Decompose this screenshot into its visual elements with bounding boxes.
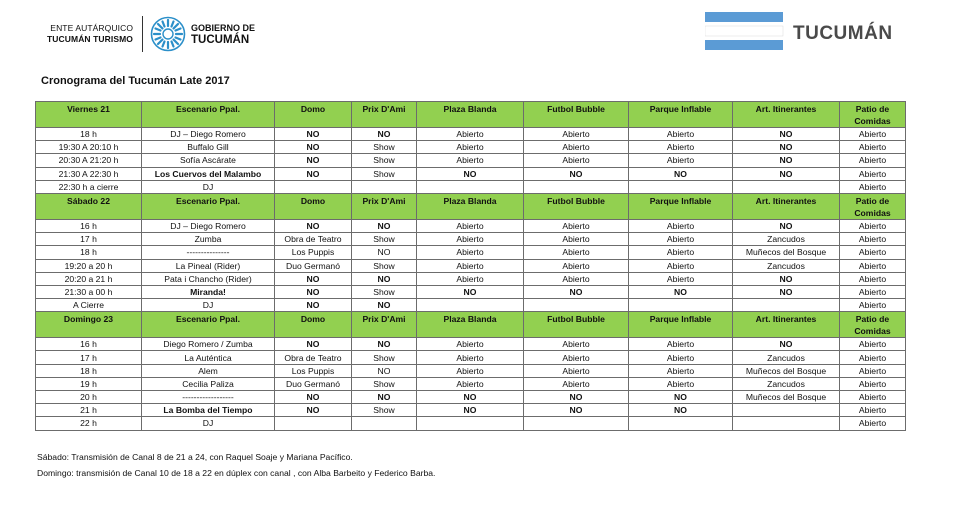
time-cell: 19:30 A 20:10 h [36,141,142,154]
table-cell: Abierto [629,272,733,285]
table-cell: Diego Romero / Zumba [142,338,275,351]
table-cell: DJ [142,299,275,312]
day-header-row [36,312,906,338]
table-cell: NO [629,285,733,298]
table-cell: NO [524,167,629,180]
column-header: Parque Inflable [629,312,733,338]
day-label: Viernes 21 [36,102,142,128]
table-cell: NO [275,338,352,351]
table-cell [733,180,840,193]
table-cell: Zancudos [733,377,840,390]
table-cell: Buffalo Gill [142,141,275,154]
table-cell: Abierto [417,272,524,285]
column-header: Prix D'Ami [352,312,417,338]
table-cell: Abierto [417,364,524,377]
table-cell: NO [524,391,629,404]
column-header: Prix D'Ami [352,102,417,128]
table-cell: NO [417,391,524,404]
table-cell: NO [417,404,524,417]
time-cell: 20:20 a 21 h [36,272,142,285]
table-cell: Zumba [142,233,275,246]
table-row [36,246,906,259]
table-cell: NO [275,141,352,154]
time-cell: 22:30 h a cierre [36,180,142,193]
table-cell: Abierto [629,141,733,154]
table-cell: Show [352,285,417,298]
table-cell [733,299,840,312]
table-cell: Abierto [840,180,906,193]
table-cell: Show [352,259,417,272]
table-cell: Show [352,154,417,167]
table-cell: Abierto [524,128,629,141]
day-label: Domingo 23 [36,312,142,338]
table-cell: NO [352,128,417,141]
day-header-row [36,102,906,128]
time-cell: 18 h [36,128,142,141]
column-header: Domo [275,102,352,128]
table-cell: Abierto [840,391,906,404]
table-cell: Abierto [524,338,629,351]
time-cell: 17 h [36,351,142,364]
table-row [36,404,906,417]
table-cell: NO [417,285,524,298]
table-row [36,180,906,193]
time-cell: 19:20 a 20 h [36,259,142,272]
column-header: Escenario Ppal. [142,102,275,128]
table-cell: Miranda! [142,285,275,298]
table-row [36,141,906,154]
column-header: Prix D'Ami [352,193,417,219]
table-cell: NO [275,154,352,167]
table-cell: La Pineal (Rider) [142,259,275,272]
table-cell: Abierto [840,417,906,430]
table-cell: Abierto [417,246,524,259]
table-cell: Abierto [417,351,524,364]
table-cell: Abierto [840,167,906,180]
table-cell: --------------- [142,246,275,259]
day-label: Sábado 22 [36,193,142,219]
table-cell: Abierto [840,404,906,417]
table-cell: DJ – Diego Romero [142,128,275,141]
table-cell: NO [733,285,840,298]
table-cell: Abierto [524,246,629,259]
table-cell: Los Cuervos del Malambo [142,167,275,180]
table-cell: DJ – Diego Romero [142,219,275,232]
table-cell: NO [275,285,352,298]
note-sunday: Domingo: transmisión de Canal 10 de 18 a 22 en dúplex con canal , con Alba Barbeito y Federico Barba. [37,468,436,478]
table-cell: Abierto [840,272,906,285]
table-cell: Sofía Ascárate [142,154,275,167]
table-cell: NO [275,391,352,404]
table-cell: NO [352,246,417,259]
table-cell: Abierto [840,299,906,312]
table-cell [629,299,733,312]
table-cell: Zancudos [733,351,840,364]
table-cell: NO [524,404,629,417]
time-cell: 20 h [36,391,142,404]
table-cell: Obra de Teatro [275,233,352,246]
table-cell: Abierto [417,259,524,272]
table-cell: Abierto [629,377,733,390]
table-cell: Muñecos del Bosque [733,246,840,259]
table-cell [352,180,417,193]
table-cell: DJ [142,180,275,193]
table-cell: NO [275,299,352,312]
tucuman-logo [705,12,893,57]
table-cell: Abierto [840,233,906,246]
table-cell: NO [352,272,417,285]
gob-line2: TUCUMÁN [191,34,250,46]
table-cell: Abierto [524,259,629,272]
table-cell: NO [275,272,352,285]
note-saturday: Sábado: Transmisión de Canal 8 de 21 a 24, con Raquel Soaje y Mariana Pacífico. [37,452,353,462]
table-cell: Abierto [840,259,906,272]
column-header: Futbol Bubble [524,312,629,338]
table-cell: Abierto [840,246,906,259]
table-cell: La Bomba del Tiempo [142,404,275,417]
table-cell: Duo Germanó [275,377,352,390]
table-cell: Abierto [840,338,906,351]
table-cell: Abierto [524,351,629,364]
table-cell [275,180,352,193]
table-cell: Pata i Chancho (Rider) [142,272,275,285]
table-cell: NO [417,167,524,180]
time-cell: 21:30 a 00 h [36,285,142,298]
table-cell: NO [733,167,840,180]
table-cell: Los Puppis [275,364,352,377]
table-cell: Show [352,233,417,246]
gobierno-text [191,22,255,46]
table-cell: Abierto [524,219,629,232]
table-cell: Abierto [417,219,524,232]
table-cell: NO [275,404,352,417]
table-row [36,338,906,351]
table-cell: NO [275,167,352,180]
table-cell [629,417,733,430]
table-cell: Abierto [840,285,906,298]
table-cell: NO [352,338,417,351]
ente-turismo-text [47,23,133,45]
table-cell: NO [733,154,840,167]
table-cell: DJ [142,417,275,430]
table-cell: Abierto [417,377,524,390]
table-cell: NO [275,219,352,232]
table-cell: Abierto [524,377,629,390]
table-cell: Show [352,167,417,180]
column-header: Art. Itinerantes [733,102,840,128]
table-row [36,299,906,312]
table-cell: Los Puppis [275,246,352,259]
table-cell [733,417,840,430]
table-row [36,351,906,364]
table-row [36,272,906,285]
table-cell [417,180,524,193]
ente-line2: TUCUMÁN TURISMO [47,34,134,44]
day-header-row [36,193,906,219]
column-header: Art. Itinerantes [733,193,840,219]
table-cell: Show [352,404,417,417]
table-row [36,128,906,141]
table-cell: NO [352,219,417,232]
column-header: Patio de Comidas [840,312,906,338]
table-cell: Abierto [629,351,733,364]
time-cell: 18 h [36,246,142,259]
table-cell: Abierto [417,154,524,167]
time-cell: 20:30 A 21:20 h [36,154,142,167]
table-row [36,364,906,377]
logo-divider [142,16,143,52]
table-cell [524,180,629,193]
table-cell [524,299,629,312]
table-cell: NO [733,338,840,351]
table-cell [275,417,352,430]
table-row [36,167,906,180]
table-cell: NO [733,128,840,141]
time-cell: 19 h [36,377,142,390]
time-cell: 22 h [36,417,142,430]
table-row [36,154,906,167]
table-cell: Duo Germanó [275,259,352,272]
table-cell: Abierto [629,246,733,259]
table-cell: Abierto [629,233,733,246]
column-header: Escenario Ppal. [142,193,275,219]
ente-turismo-logo [47,16,255,52]
column-header: Futbol Bubble [524,193,629,219]
table-cell: Abierto [524,364,629,377]
gob-line1: GOBIERNO DE [191,23,256,33]
table-cell: Abierto [417,128,524,141]
table-cell: Abierto [840,128,906,141]
table-cell: Abierto [840,141,906,154]
table-cell: Zancudos [733,233,840,246]
table-cell: Zancudos [733,259,840,272]
time-cell: 21 h [36,404,142,417]
table-row [36,233,906,246]
table-cell: Abierto [524,272,629,285]
time-cell: 17 h [36,233,142,246]
column-header: Plaza Blanda [417,102,524,128]
table-cell: Abierto [524,141,629,154]
column-header: Patio de Comidas [840,102,906,128]
column-header: Futbol Bubble [524,102,629,128]
table-cell [417,299,524,312]
time-cell: 21:30 A 22:30 h [36,167,142,180]
brand-wordmark: TUCUMÁN [793,23,893,44]
table-cell: Abierto [629,259,733,272]
table-cell: Show [352,351,417,364]
table-cell [352,417,417,430]
table-cell: NO [733,272,840,285]
table-cell: NO [733,219,840,232]
table-cell [733,404,840,417]
table-cell: Muñecos del Bosque [733,364,840,377]
column-header: Patio de Comidas [840,193,906,219]
time-cell: 16 h [36,338,142,351]
column-header: Plaza Blanda [417,193,524,219]
table-cell: Abierto [417,233,524,246]
table-row [36,391,906,404]
column-header: Plaza Blanda [417,312,524,338]
table-cell: Muñecos del Bosque [733,391,840,404]
table-cell: Obra de Teatro [275,351,352,364]
table-row [36,417,906,430]
table-cell: Abierto [840,351,906,364]
table-cell: La Auténtica [142,351,275,364]
table-cell: Abierto [840,219,906,232]
table-cell [524,417,629,430]
table-cell: Abierto [840,364,906,377]
table-cell: Abierto [840,154,906,167]
table-cell: Abierto [417,338,524,351]
table-cell: Abierto [629,338,733,351]
table-cell: Cecilia Paliza [142,377,275,390]
table-cell: NO [629,167,733,180]
column-header: Parque Inflable [629,102,733,128]
table-cell: NO [733,141,840,154]
column-header: Art. Itinerantes [733,312,840,338]
table-cell: NO [275,128,352,141]
column-header: Parque Inflable [629,193,733,219]
table-cell: Abierto [417,141,524,154]
table-cell: NO [352,299,417,312]
table-cell: Abierto [524,154,629,167]
table-cell: Alem [142,364,275,377]
table-cell: Abierto [629,154,733,167]
table-cell: Abierto [629,128,733,141]
table-cell [417,417,524,430]
flag-stripes-icon [705,12,785,52]
sun-emblem-icon [150,16,186,52]
table-row [36,219,906,232]
table-cell: ------------------ [142,391,275,404]
table-cell: Show [352,377,417,390]
ente-line1: ENTE AUTÁRQUICO [50,23,134,33]
table-cell: Abierto [629,219,733,232]
table-cell: Abierto [840,377,906,390]
broadcast-notes [37,449,435,481]
table-cell: NO [629,404,733,417]
time-cell: A Cierre [36,299,142,312]
table-cell: NO [524,285,629,298]
table-cell: Abierto [524,233,629,246]
time-cell: 16 h [36,219,142,232]
column-header: Domo [275,312,352,338]
column-header: Domo [275,193,352,219]
table-row [36,285,906,298]
time-cell: 18 h [36,364,142,377]
table-cell: NO [352,364,417,377]
page-title: Cronograma del Tucumán Late 2017 [41,75,230,87]
table-cell: Abierto [629,364,733,377]
table-row [36,259,906,272]
table-row [36,377,906,390]
table-cell [629,180,733,193]
column-header: Escenario Ppal. [142,312,275,338]
table-cell: Show [352,141,417,154]
table-cell: NO [352,391,417,404]
schedule-table [35,101,906,431]
table-cell: NO [629,391,733,404]
